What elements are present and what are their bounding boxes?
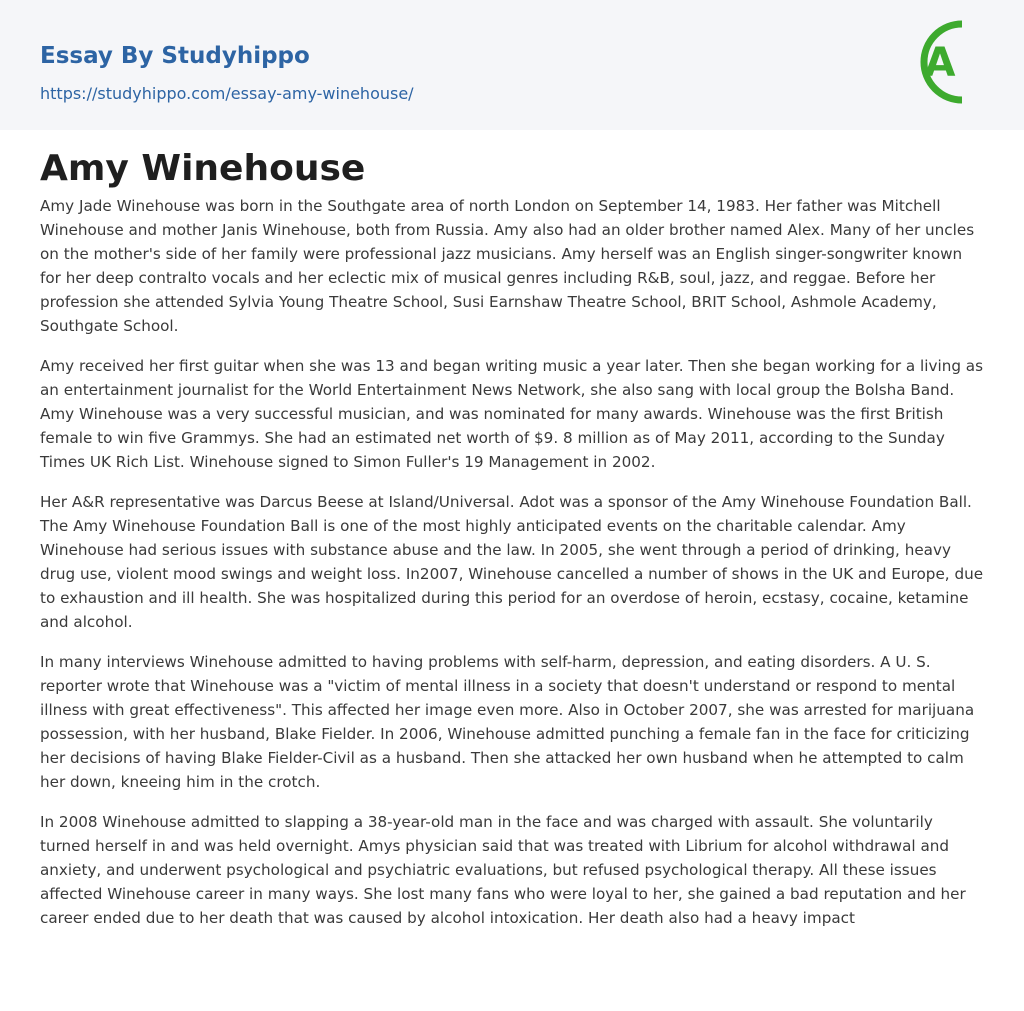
essay-paragraph: Amy received her first guitar when she was 13 and began writing music a year later. Then she began working for a living as an entertainment journalist for the World Entertainment News Network, she also sang with local group the Bolsha Band. Amy Winehouse was a very successful musician, and was nominated for many awards. Winehouse was the first British female to win five Grammys. She had an estimated net worth of $9. 8 million as of May 2011, according to the Sunday Times UK Rich List. Winehouse signed to Simon Fuller's 19 Management in 2002. [40, 357, 984, 471]
essay-paragraph: Her A&R representative was Darcus Beese at Island/Universal. Adot was a sponsor of the Amy Winehouse Foundation Ball. The Amy Winehouse Foundation Ball is one of the most highly anticipated events on the charitable calendar. Amy Winehouse had serious issues with substance abuse and the law. In 2005, she went through a period of drinking, heavy drug use, violent mood swings and weight loss. In2007, Winehouse cancelled a number of shows in the UK and Europe, due to exhaustion and ill health. She was hospitalized during this period for an overdose of heroin, ecstasy, cocaine, ketamine and alcohol. [40, 493, 984, 631]
essay-title: Amy Winehouse [40, 148, 366, 189]
brand-title: Essay By Studyhippo [40, 43, 310, 69]
site-header [0, 0, 1024, 130]
essay-paragraph: Amy Jade Winehouse was born in the Southgate area of north London on September 14, 1983. Her father was Mitchell Winehouse and mother Janis Winehouse, both from Russia. Amy also had an older brother named Alex. Many of her uncles on the mother's side of her family were professional jazz musicians. Amy herself was an English singer-songwriter known for her deep contralto vocals and her eclectic mix of musical genres including R&B, soul, jazz, and reggae. Before her profession she attended Sylvia Young Theatre School, Susi Earnshaw Theatre School, BRIT School, Ashmole Academy, Southgate School. [40, 197, 975, 335]
essay-paragraph: In 2008 Winehouse admitted to slapping a 38-year-old man in the face and was charged with assault. She voluntarily turned herself in and was held overnight. Amys physician said that was treated with Librium for alcohol withdrawal and anxiety, and underwent psychological and psychiatric evaluations, but refused psychological therapy. All these issues affected Winehouse career in many ways. She lost many fans who were loyal to her, she gained a bad reputation and her career ended due to her death that was caused by alcohol intoxication. Her death also had a heavy impact [40, 813, 966, 927]
logo-letter: A [924, 40, 956, 86]
essay-content [40, 130, 986, 946]
studyhippo-logo-icon[interactable] [904, 16, 988, 108]
essay-paragraph: In many interviews Winehouse admitted to having problems with self-harm, depression, and eating disorders. A U. S. reporter wrote that Winehouse was a "victim of mental illness in a society that doesn't understand or respond to mental illness with great effectiveness". This affected her image even more. Also in October 2007, she was arrested for marijuana possession, with her husband, Blake Fielder. In 2006, Winehouse admitted punching a female fan in the face for criticizing her decisions of having Blake Fielder-Civil as a husband. Then she attacked her own husband when he attempted to calm her down, kneeing him in the crotch. [40, 653, 975, 791]
source-url-link[interactable]: https://studyhippo.com/essay-amy-winehouse/ [40, 84, 414, 103]
